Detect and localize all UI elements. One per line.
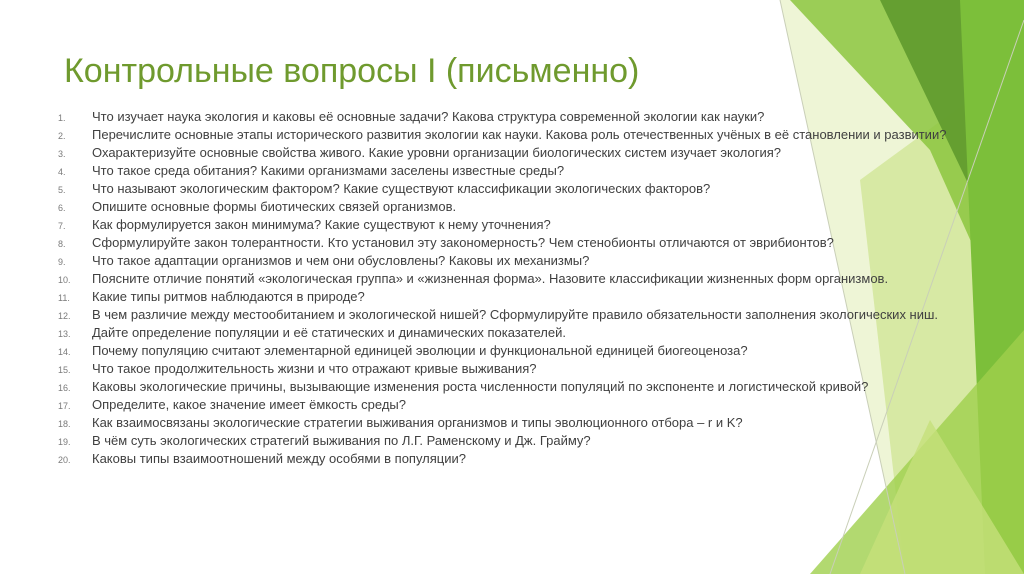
- item-text: Что изучает наука экология и каковы её основные задачи? Какова структура современной экологии как науки?: [92, 109, 765, 124]
- item-text: Определите, какое значение имеет ёмкость среды?: [92, 397, 406, 412]
- item-number: 12.: [58, 311, 71, 321]
- item-text: Охарактеризуйте основные свойства живого. Какие уровни организации биологических систем изучает экология?: [92, 145, 782, 160]
- item-text: Почему популяцию считают элементарной единицей эволюции и функциональной единицей биогеоценоза?: [92, 343, 748, 358]
- item-text: Каковы экологические причины, вызывающие изменения роста численности популяций по экспоненте и логистической кривой?: [92, 379, 869, 394]
- list-item: [58, 378, 1018, 396]
- item-text: В чём суть экологических стратегий выживания по Л.Г. Раменскому и Дж. Грайму?: [92, 433, 591, 448]
- item-number: 17.: [58, 401, 71, 411]
- list-item: [58, 288, 1018, 306]
- list-item: [58, 342, 1018, 360]
- item-number: 5.: [58, 185, 66, 195]
- item-text: Какие типы ритмов наблюдаются в природе?: [92, 289, 365, 304]
- item-text: Сформулируйте закон толерантности. Кто установил эту закономерность? Чем стенобионты отличаются от эврибионтов?: [92, 235, 834, 250]
- list-item: [58, 306, 1018, 324]
- item-number: 4.: [58, 167, 66, 177]
- list-item: [58, 360, 1018, 378]
- list-item: [58, 198, 1018, 216]
- item-number: 13.: [58, 329, 71, 339]
- item-number: 11.: [58, 293, 70, 303]
- item-text: Что такое среда обитания? Какими организмами заселены известные среды?: [92, 163, 565, 178]
- item-text: Что такое адаптации организмов и чем они обусловлены? Каковы их механизмы?: [92, 253, 590, 268]
- list-item: [58, 324, 1018, 342]
- item-number: 7.: [58, 221, 66, 231]
- item-text: Каковы типы взаимоотношений между особями в популяции?: [92, 451, 466, 466]
- list-item: [58, 144, 1018, 162]
- item-number: 15.: [58, 365, 71, 375]
- list-item: [58, 270, 1018, 288]
- item-number: 14.: [58, 347, 71, 357]
- item-number: 8.: [58, 239, 66, 249]
- item-text: Что называют экологическим фактором? Какие существуют классификации экологических факторов?: [92, 181, 711, 196]
- list-item: [58, 414, 1018, 432]
- list-item: [58, 162, 1018, 180]
- slide-title: Контрольные вопросы I (письменно): [64, 52, 640, 90]
- item-text: Дайте определение популяции и её статических и динамических показателей.: [92, 325, 566, 340]
- item-number: 9.: [58, 257, 66, 267]
- item-number: 19.: [58, 437, 71, 447]
- item-number: 1.: [58, 113, 66, 123]
- list-item: [58, 108, 1018, 126]
- item-number: 18.: [58, 419, 71, 429]
- list-item: [58, 252, 1018, 270]
- list-item: [58, 432, 1018, 450]
- list-item: [58, 180, 1018, 198]
- questions-list: [58, 108, 1018, 468]
- item-number: 3.: [58, 149, 66, 159]
- item-text: Как формулируется закон минимума? Какие существуют к нему уточнения?: [92, 217, 551, 232]
- item-text: Поясните отличие понятий «экологическая группа» и «жизненная форма». Назовите классификации жизненных форм организмов.: [92, 271, 889, 286]
- item-text: Перечислите основные этапы исторического развития экологии как науки. Какова роль отечественных учёных в её становлении и развитии?: [92, 127, 947, 142]
- list-item: [58, 126, 1018, 144]
- item-text: Как взаимосвязаны экологические стратегии выживания организмов и типы эволюционного отбора – r и K?: [92, 415, 743, 430]
- item-text: В чем различие между местообитанием и экологической нишей? Сформулируйте правило обязательности заполнения экологических ниш.: [92, 307, 939, 322]
- item-text: Что такое продолжительность жизни и что отражают кривые выживания?: [92, 361, 537, 376]
- list-item: [58, 216, 1018, 234]
- list-item: [58, 396, 1018, 414]
- item-text: Опишите основные формы биотических связей организмов.: [92, 199, 457, 214]
- item-number: 6.: [58, 203, 66, 213]
- list-item: [58, 450, 1018, 468]
- item-number: 16.: [58, 383, 71, 393]
- list-item: [58, 234, 1018, 252]
- item-number: 10.: [58, 275, 71, 285]
- item-number: 20.: [58, 455, 71, 465]
- item-number: 2.: [58, 131, 66, 141]
